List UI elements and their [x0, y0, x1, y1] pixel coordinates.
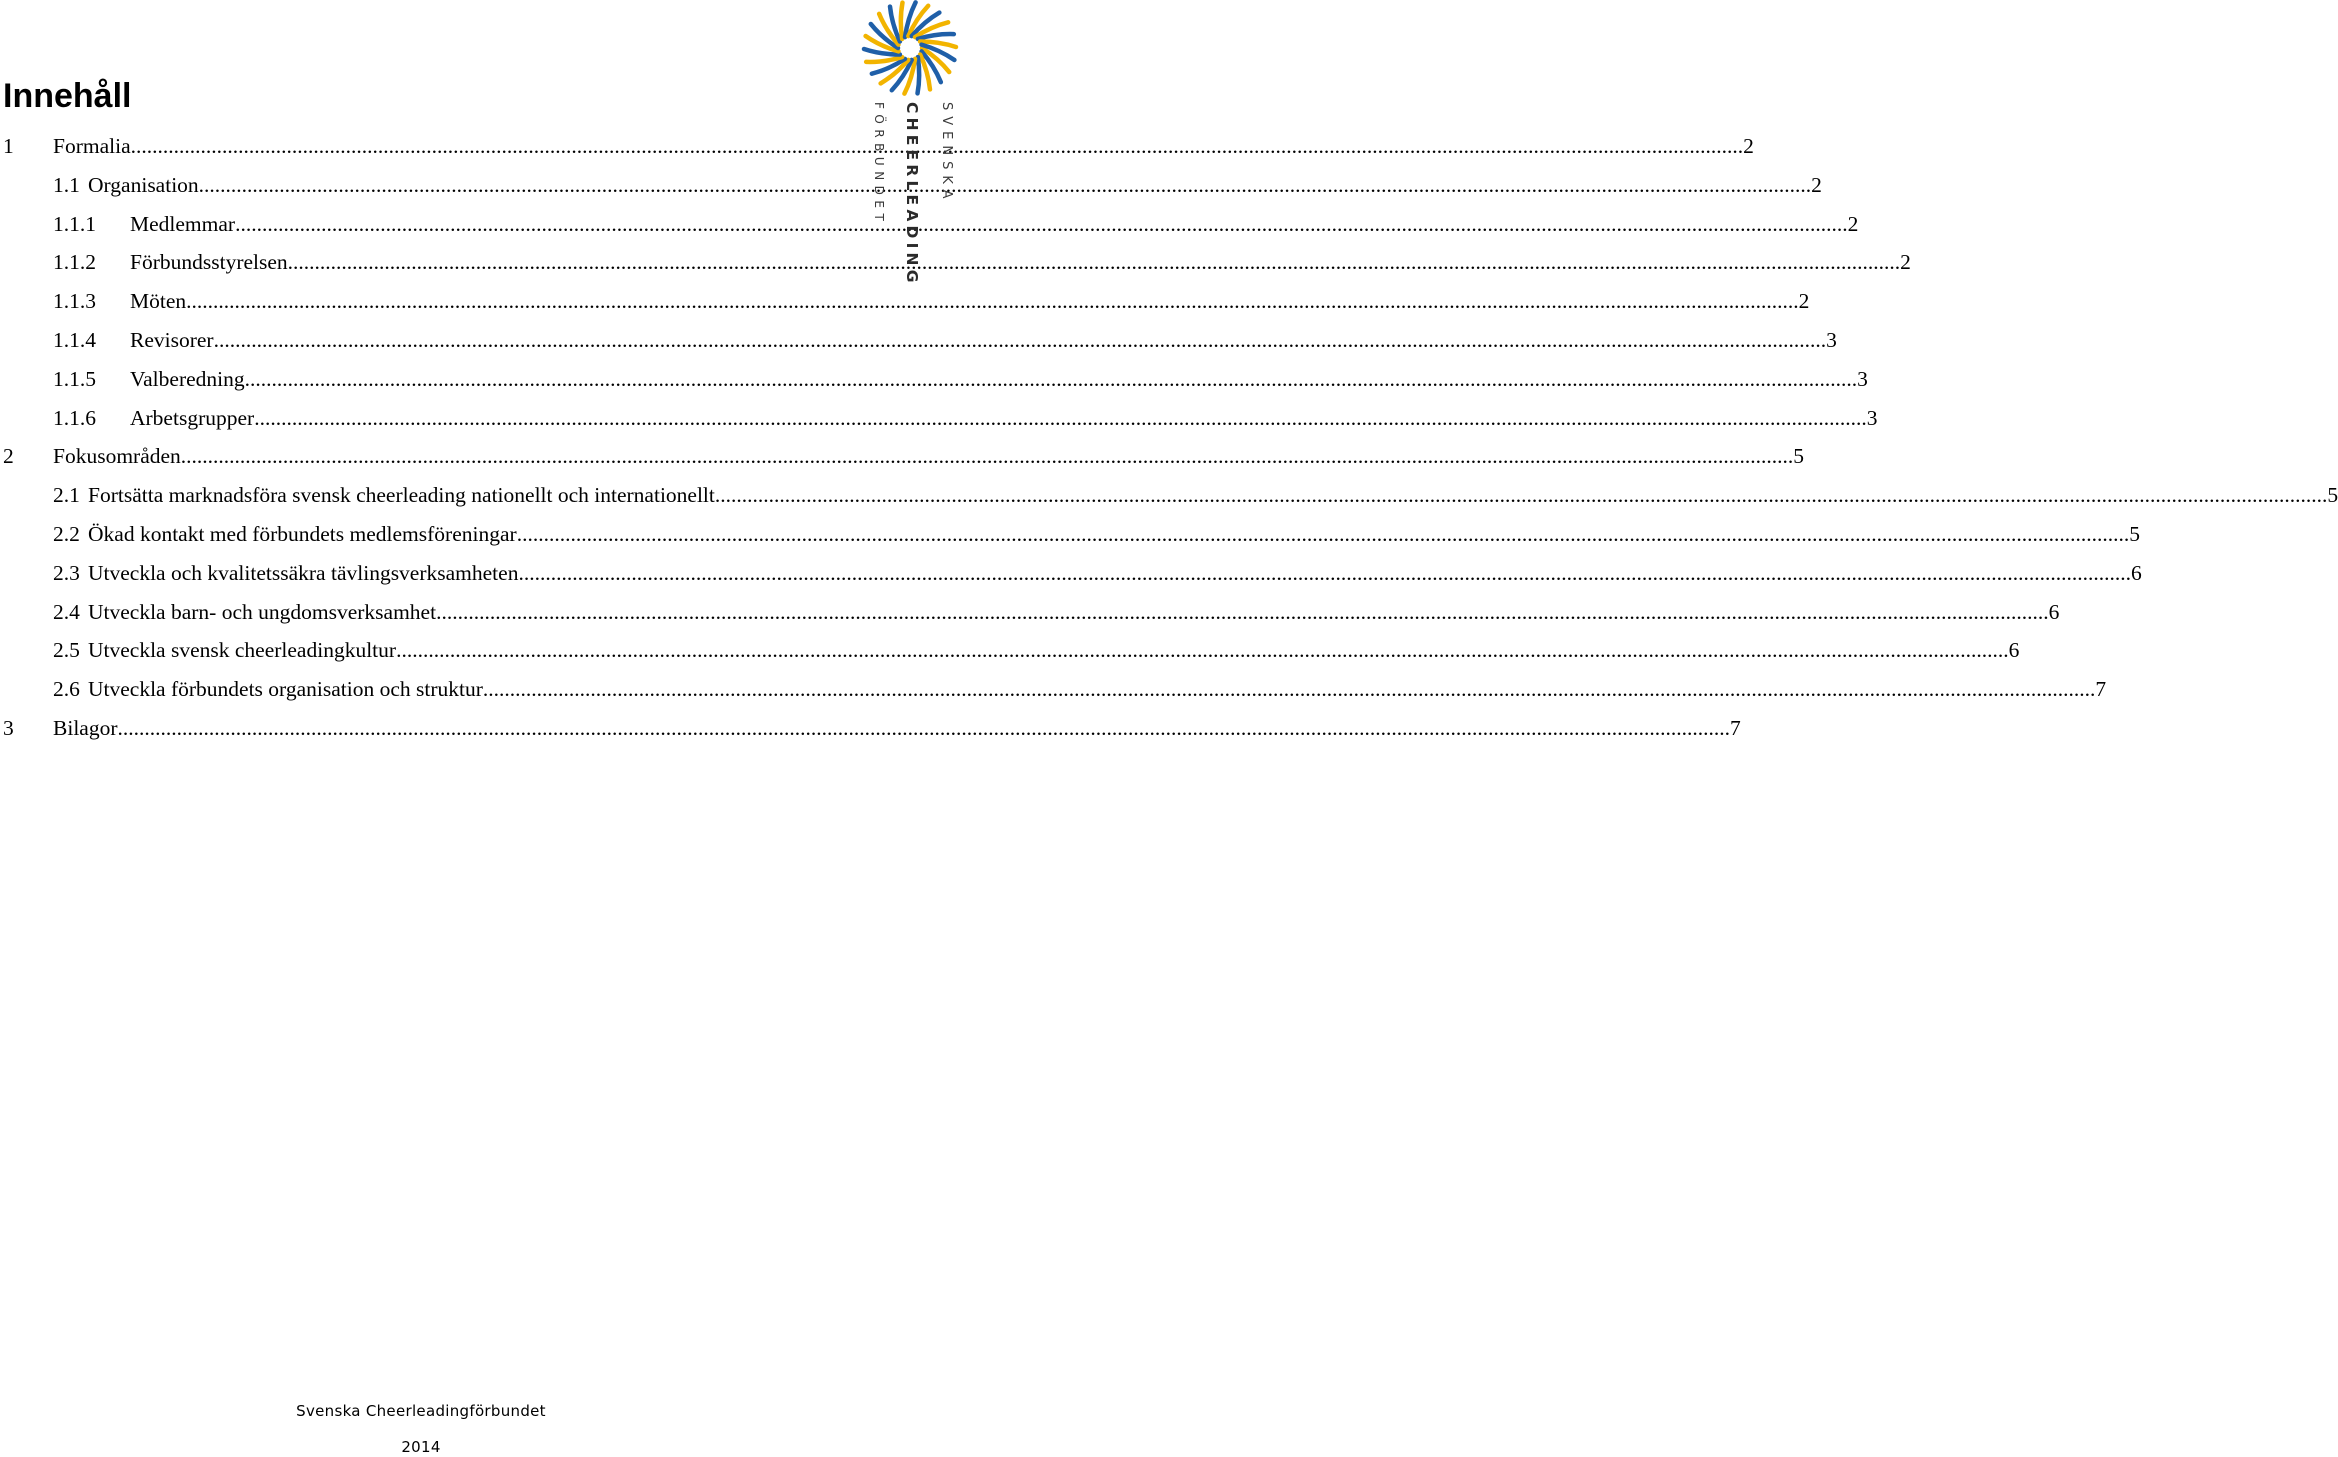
toc-entry-label[interactable] [88, 593, 2060, 632]
toc-entry[interactable] [0, 321, 1837, 360]
toc-entry-page: 5 [2327, 483, 2338, 508]
toc-entry-number: 1 [3, 134, 14, 158]
toc-dot-leader: ............................................................................................................................................................................................................................................................................................................ [186, 289, 1799, 314]
toc-entry-title: Utveckla svensk cheerleadingkultur [88, 638, 397, 663]
toc-entry[interactable] [0, 709, 1741, 748]
toc-entry-label[interactable] [88, 166, 1822, 205]
toc-entry-title: Ökad kontakt med förbundets medlemsföreningar [88, 521, 517, 546]
toc-entry-label[interactable] [130, 282, 1810, 321]
toc-entry-page: 3 [1866, 405, 1878, 430]
toc-entry-label[interactable] [130, 321, 1837, 360]
toc-dot-leader: ............................................................................................................................................................................................................................................................................................................ [482, 677, 2096, 702]
toc-entry-title: Möten [130, 289, 187, 314]
toc-dot-leader: ............................................................................................................................................................................................................................................................................................................ [714, 483, 2328, 508]
toc-entry-label[interactable] [88, 476, 2338, 515]
toc-entry-label[interactable] [88, 670, 2107, 709]
toc-entry[interactable] [0, 631, 2020, 670]
toc-entry[interactable] [0, 399, 1878, 438]
toc-entry-title: Fokusområden [53, 444, 181, 469]
toc-entry-page: 6 [2130, 560, 2142, 585]
toc-dot-leader: ............................................................................................................................................................................................................................................................................................................ [396, 638, 2009, 663]
toc-entry-label[interactable] [130, 399, 1878, 438]
toc-entry[interactable] [0, 243, 1911, 282]
toc-entry-title: Förbundsstyrelsen [130, 250, 288, 275]
sunburst-ray [866, 57, 902, 62]
toc-entry-page: 3 [1826, 327, 1837, 352]
toc-dot-leader: ............................................................................................................................................................................................................................................................................................................ [198, 172, 1812, 197]
toc-entry-number: 2.3 [53, 560, 80, 585]
toc-entry-number: 2.5 [53, 638, 80, 663]
toc-entry[interactable] [0, 593, 2060, 632]
toc-entry-title: Organisation [88, 172, 199, 197]
toc-dot-leader: ............................................................................................................................................................................................................................................................................................................ [180, 444, 1794, 469]
toc-entry-number: 1.1 [53, 172, 80, 197]
toc-dot-leader: ............................................................................................................................................................................................................................................................................................................ [244, 366, 1858, 391]
toc-entry-label[interactable] [53, 437, 1805, 476]
toc-entry-page: 6 [2008, 638, 2020, 663]
toc-entry-number: 3 [3, 715, 14, 740]
toc-entry-title: Formalia [53, 134, 131, 158]
toc-entry-label[interactable] [88, 515, 2140, 554]
toc-entry-label[interactable] [130, 360, 1868, 399]
toc-entry[interactable] [0, 476, 2338, 515]
toc-entry-title: Utveckla och kvalitetssäkra tävlingsverksamheten [88, 560, 519, 585]
svg-text:SVENSKA: SVENSKA [939, 102, 954, 205]
toc-entry-title: Bilagor [53, 715, 118, 740]
toc-entry-title: Fortsätta marknadsföra svensk cheerleading nationellt och internationellt [88, 483, 715, 508]
toc-entry-page: 2 [1743, 134, 1754, 158]
svg-text:FÖRBUNDET: FÖRBUNDET [872, 102, 886, 227]
toc-entry-number: 1.1.1 [53, 211, 96, 236]
toc-entry-page: 2 [1900, 250, 1911, 275]
toc-entry-page: 6 [2048, 599, 2060, 624]
toc-entry-title: Utveckla barn- och ungdomsverksamhet [88, 599, 437, 624]
sunburst-ray [901, 3, 903, 39]
toc-entry[interactable] [0, 670, 2107, 709]
toc-dot-leader: ............................................................................................................................................................................................................................................................................................................ [130, 134, 1744, 158]
toc-entry[interactable] [0, 205, 1859, 244]
toc-entry[interactable] [0, 282, 1810, 321]
toc-entry-page: 7 [2095, 677, 2107, 702]
toc-entry-title: Valberedning [130, 366, 245, 391]
toc-entry-title: Medlemmar [130, 211, 236, 236]
toc-entry-number: 1.1.6 [53, 405, 96, 430]
sunburst-ray [918, 34, 954, 39]
toc-entry-title: Arbetsgrupper [130, 405, 255, 430]
toc-entry[interactable] [0, 554, 2142, 593]
toc-entry-number: 2.4 [53, 599, 80, 624]
toc-entry-number: 1.1.5 [53, 366, 96, 391]
toc-entry-label[interactable] [130, 205, 1859, 244]
toc-entry-page: 7 [1730, 715, 1741, 740]
sunburst-ray [918, 57, 920, 93]
toc-entry-number: 1.1.2 [53, 250, 96, 275]
footer-year: 2014 [401, 1438, 441, 1456]
toc-entry-number: 2.1 [53, 483, 80, 508]
toc-entry[interactable] [0, 515, 2140, 554]
footer-organization: Svenska Cheerleadingförbundet [296, 1402, 546, 1420]
toc-entry[interactable] [0, 360, 1868, 399]
toc-entry-label[interactable] [53, 127, 1754, 166]
toc-entry-title: Revisorer [130, 327, 214, 352]
toc-entry-label[interactable] [88, 554, 2142, 593]
toc-entry-label[interactable] [130, 243, 1911, 282]
toc-entry[interactable] [0, 437, 1805, 476]
toc-entry-label[interactable] [53, 709, 1741, 748]
toc-entry-number: 1.1.4 [53, 327, 96, 352]
toc-entry-number: 1.1.3 [53, 289, 96, 314]
toc-entry-page: 3 [1857, 366, 1868, 391]
toc-dot-leader: ............................................................................................................................................................................................................................................................................................................ [254, 405, 1867, 430]
toc-entry-label[interactable] [88, 631, 2020, 670]
toc-entry-page: 2 [1811, 172, 1822, 197]
toc-dot-leader: ............................................................................................................................................................................................................................................................................................................ [287, 250, 1901, 275]
svenska-cheerleading-forbundet-logo [860, 0, 960, 320]
toc-entry[interactable] [0, 166, 1822, 205]
toc-dot-leader: ............................................................................................................................................................................................................................................................................................................ [213, 327, 1827, 352]
toc-dot-leader: ............................................................................................................................................................................................................................................................................................................ [235, 211, 1848, 236]
toc-entry-number: 2 [3, 444, 14, 469]
toc-entry-page: 2 [1847, 211, 1859, 236]
svg-text:CHEERLEADING: CHEERLEADING [903, 102, 921, 287]
toc-heading: Innehåll [3, 77, 132, 115]
toc-dot-leader: ............................................................................................................................................................................................................................................................................................................ [436, 599, 2049, 624]
sunburst-icon [864, 2, 956, 93]
toc-entry-title: Utveckla förbundets organisation och struktur [88, 677, 483, 702]
toc-entry-number: 2.6 [53, 677, 80, 702]
toc-entry-page: 2 [1798, 289, 1810, 314]
toc-dot-leader: ............................................................................................................................................................................................................................................................................................................ [518, 560, 2131, 585]
toc-entry-number: 2.2 [53, 521, 80, 546]
toc-entry-page: 5 [1793, 444, 1805, 469]
toc-entry-page: 5 [2129, 521, 2140, 546]
toc-dot-leader: ............................................................................................................................................................................................................................................................................................................ [516, 521, 2130, 546]
toc-entry[interactable] [0, 127, 1754, 166]
toc-dot-leader: ............................................................................................................................................................................................................................................................................................................ [117, 715, 1730, 740]
